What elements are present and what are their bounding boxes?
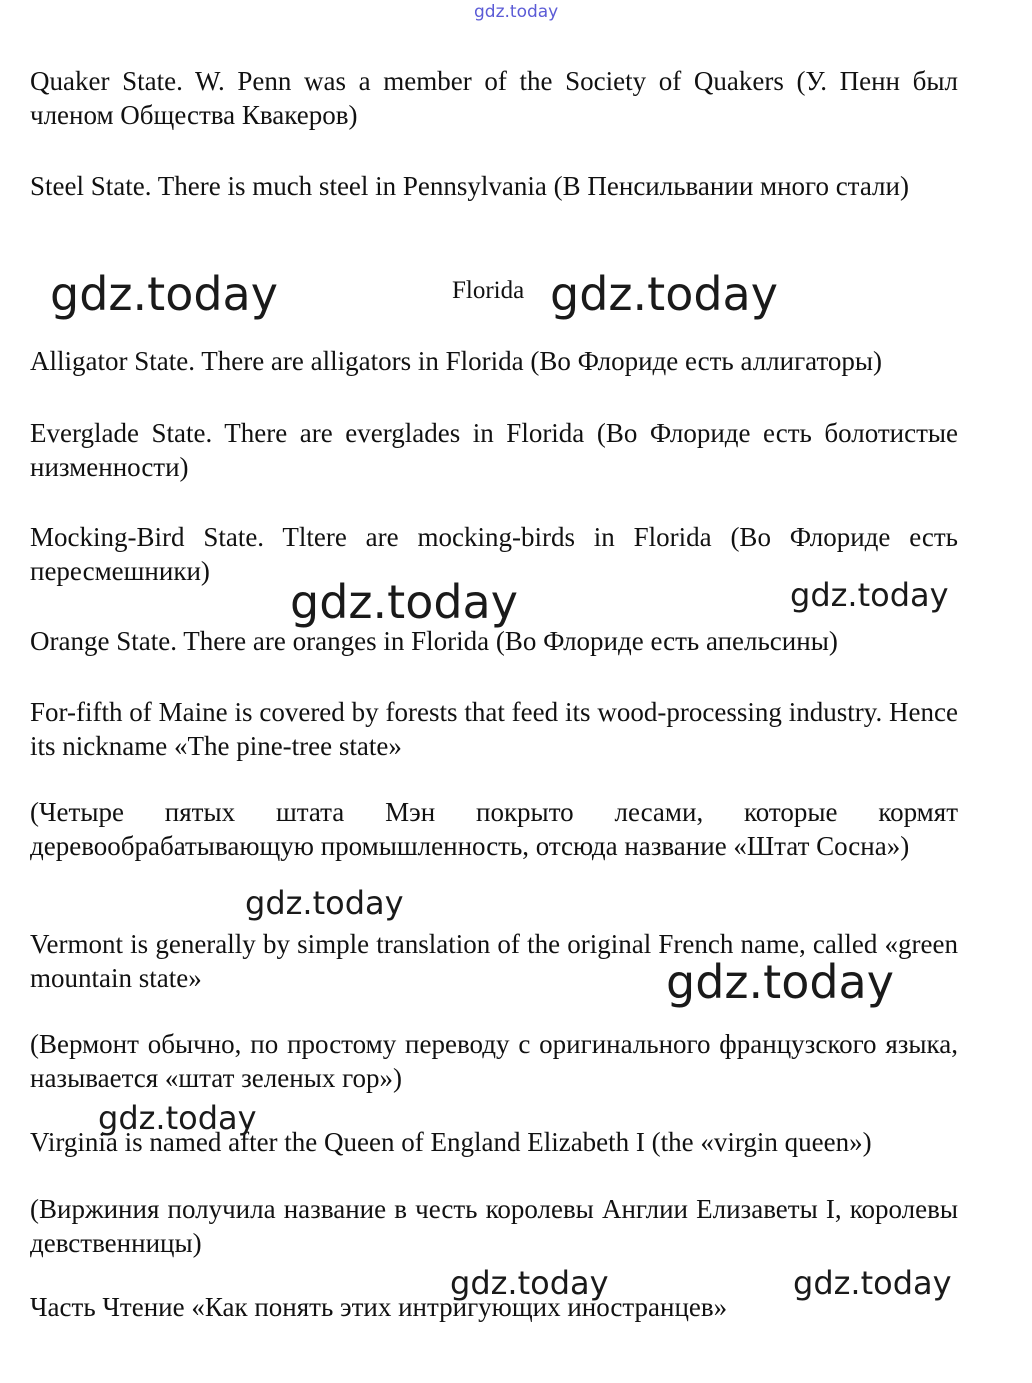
watermark: gdz.today xyxy=(98,1099,257,1137)
paragraph-alligator-state: Alligator State. There are alligators in Florida (Во Флориде есть аллигаторы) xyxy=(30,346,883,376)
watermark: gdz.today xyxy=(666,955,894,1009)
watermark: gdz.today xyxy=(245,884,404,922)
watermark: gdz.today xyxy=(450,1264,609,1302)
paragraph-everglade-state: Everglade State. There are everglades in Florida (Во Флориде есть болотистые низменности) xyxy=(30,418,958,482)
watermark: gdz.today xyxy=(290,575,518,629)
paragraph-orange-state: Orange State. There are oranges in Florida (Во Флориде есть апельсины) xyxy=(30,626,838,656)
paragraph-mocking-bird-state: Mocking-Bird State. Tltere are mocking-birds in Florida (Во Флориде есть пересмешники) xyxy=(30,522,958,586)
paragraph-maine-english: For-fifth of Maine is covered by forests that feed its wood-processing industry. Hence its nickname «The pine-tree state» xyxy=(30,697,958,761)
watermark: gdz.today xyxy=(50,267,278,321)
paragraph-reading-section: Часть Чтение «Как понять этих интригующих иностранцев» xyxy=(30,1292,728,1322)
watermark: gdz.today xyxy=(790,576,949,614)
paragraph-vermont-english: Vermont is generally by simple translation of the original French name, called «green mountain state» xyxy=(30,929,958,993)
top-watermark: gdz.today xyxy=(474,2,559,22)
section-heading-florida: Florida xyxy=(452,277,525,304)
paragraph-steel-state: Steel State. There is much steel in Pennsylvania (В Пенсильвании много стали) xyxy=(30,171,909,201)
paragraph-virginia-english: Virginia is named after the Queen of England Elizabeth I (the «virgin queen») xyxy=(30,1127,872,1157)
watermark: gdz.today xyxy=(793,1264,952,1302)
watermark: gdz.today xyxy=(550,267,778,321)
paragraph-quaker-state: Quaker State. W. Penn was a member of the Society of Quakers (У. Пенн был членом Общества Квакеров) xyxy=(30,66,958,130)
paragraph-maine-russian: (Четыре пятых штата Мэн покрыто лесами, которые кормят деревообрабатывающую промышленность, отсюда название «Штат Сосна») xyxy=(30,797,958,861)
paragraph-virginia-russian: (Виржиния получила название в честь королевы Англии Елизаветы I, королевы девственницы) xyxy=(30,1194,958,1258)
paragraph-vermont-russian: (Вермонт обычно, по простому переводу с оригинального французского языка, называется «штат зеленых гор») xyxy=(30,1029,958,1093)
